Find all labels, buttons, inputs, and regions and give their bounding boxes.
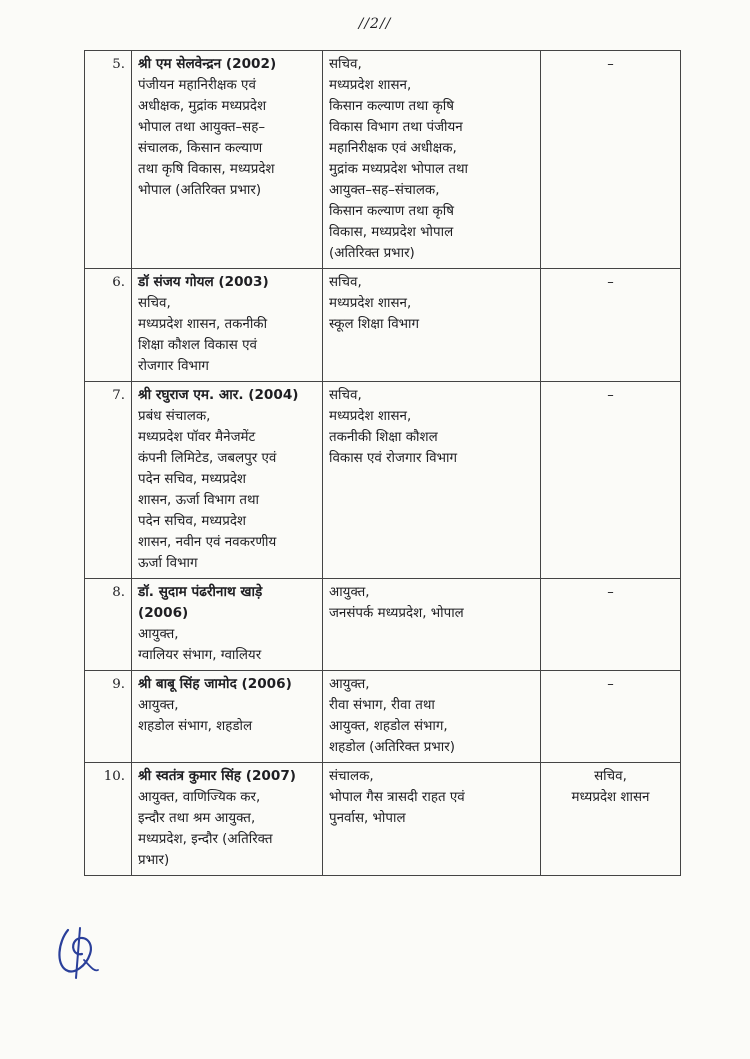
current-posting-cell xyxy=(132,579,323,671)
new-posting-line: मुद्रांक मध्यप्रदेश भोपाल तथा xyxy=(329,162,468,177)
new-posting-line: सचिव, xyxy=(329,275,362,290)
new-posting-line: विकास एवं रोजगार विभाग xyxy=(329,451,458,466)
new-posting-line: संचालक, xyxy=(329,769,374,784)
officer-name: श्री स्वतंत्र कुमार सिंह (2007) xyxy=(138,768,297,784)
new-posting-line: मध्यप्रदेश शासन, xyxy=(329,78,412,93)
additional-charge-line: – xyxy=(607,275,614,290)
new-posting-line: आयुक्त, xyxy=(329,677,370,692)
current-posting-line: ग्वालियर संभाग, ग्वालियर xyxy=(138,648,262,663)
table-row xyxy=(85,579,681,671)
new-posting-line: सचिव, xyxy=(329,57,362,72)
current-posting-line: पंजीयन महानिरीक्षक एवं xyxy=(138,78,256,93)
additional-charge-cell xyxy=(541,51,681,269)
current-posting-line: भोपाल तथा आयुक्त–सह– xyxy=(138,120,266,135)
new-posting-line: सचिव, xyxy=(329,388,362,403)
current-posting-line: पदेन सचिव, मध्यप्रदेश xyxy=(138,472,247,487)
current-posting-line: इन्दौर तथा श्रम आयुक्त, xyxy=(138,811,256,826)
additional-charge-cell xyxy=(541,671,681,763)
additional-charge-cell xyxy=(541,579,681,671)
new-posting-cell xyxy=(323,382,541,579)
new-posting-line: किसान कल्याण तथा कृषि xyxy=(329,99,454,114)
current-posting-line: पदेन सचिव, मध्यप्रदेश xyxy=(138,514,247,529)
current-posting-line: कंपनी लिमिटेड, जबलपुर एवं xyxy=(138,451,277,466)
current-posting-line: प्रबंध संचालक, xyxy=(138,409,211,424)
new-posting-line: भोपाल गैस त्रासदी राहत एवं xyxy=(329,790,465,805)
current-posting-line: सचिव, xyxy=(138,296,171,311)
additional-charge-line: – xyxy=(607,585,614,600)
current-posting-line: संचालक, किसान कल्याण xyxy=(138,141,263,156)
current-posting-line: आयुक्त, वाणिज्यिक कर, xyxy=(138,790,261,805)
table-row xyxy=(85,763,681,876)
serial-number: 6. xyxy=(85,269,132,382)
new-posting-line: (अतिरिक्त प्रभार) xyxy=(329,246,415,261)
new-posting-cell xyxy=(323,763,541,876)
current-posting-cell xyxy=(132,763,323,876)
new-posting-line: आयुक्त–सह–संचालक, xyxy=(329,183,440,198)
serial-number: 7. xyxy=(85,382,132,579)
current-posting-line: अधीक्षक, मुद्रांक मध्यप्रदेश xyxy=(138,99,267,114)
new-posting-line: तकनीकी शिक्षा कौशल xyxy=(329,430,438,445)
additional-charge-cell xyxy=(541,382,681,579)
current-posting-line: शासन, नवीन एवं नवकरणीय xyxy=(138,535,277,550)
officer-name: डॉ संजय गोयल (2003) xyxy=(138,274,269,290)
current-posting-cell xyxy=(132,51,323,269)
current-posting-line: रोजगार विभाग xyxy=(138,359,209,374)
current-posting-line: ऊर्जा विभाग xyxy=(138,556,198,571)
table-row xyxy=(85,269,681,382)
page-number: //2// xyxy=(358,16,392,32)
new-posting-line: शहडोल (अतिरिक्त प्रभार) xyxy=(329,740,455,755)
new-posting-line: स्कूल शिक्षा विभाग xyxy=(329,317,420,332)
current-posting-cell xyxy=(132,382,323,579)
additional-charge-line: – xyxy=(607,57,614,72)
current-posting-line: आयुक्त, xyxy=(138,627,179,642)
table-row xyxy=(85,51,681,269)
new-posting-line: रीवा संभाग, रीवा तथा xyxy=(329,698,435,713)
serial-number: 9. xyxy=(85,671,132,763)
new-posting-cell xyxy=(323,579,541,671)
officer-name: श्री रघुराज एम. आर. (2004) xyxy=(138,387,299,403)
current-posting-line: प्रभार) xyxy=(138,853,170,868)
new-posting-line: विकास विभाग तथा पंजीयन xyxy=(329,120,463,135)
current-posting-line: भोपाल (अतिरिक्त प्रभार) xyxy=(138,183,262,198)
new-posting-line: मध्यप्रदेश शासन, xyxy=(329,296,412,311)
current-posting-line: शहडोल संभाग, शहडोल xyxy=(138,719,253,734)
serial-number: 5. xyxy=(85,51,132,269)
new-posting-cell xyxy=(323,671,541,763)
table-row xyxy=(85,671,681,763)
serial-number: 10. xyxy=(85,763,132,876)
officer-name: श्री बाबू सिंह जामोद (2006) xyxy=(138,676,292,692)
additional-charge-cell xyxy=(541,269,681,382)
new-posting-cell xyxy=(323,269,541,382)
serial-number: 8. xyxy=(85,579,132,671)
officer-name: डॉ. सुदाम पंढरीनाथ खाड़े (2006) xyxy=(138,584,263,621)
new-posting-line: विकास, मध्यप्रदेश भोपाल xyxy=(329,225,454,240)
new-posting-line: आयुक्त, शहडोल संभाग, xyxy=(329,719,448,734)
current-posting-line: आयुक्त, xyxy=(138,698,179,713)
additional-charge-cell xyxy=(541,763,681,876)
new-posting-line: मध्यप्रदेश शासन, xyxy=(329,409,412,424)
new-posting-line: महानिरीक्षक एवं अधीक्षक, xyxy=(329,141,457,156)
new-posting-line: पुनर्वास, भोपाल xyxy=(329,811,406,826)
current-posting-line: मध्यप्रदेश, इन्दौर (अतिरिक्त xyxy=(138,832,273,847)
additional-charge-line: – xyxy=(607,388,614,403)
additional-charge-line: मध्यप्रदेश शासन xyxy=(571,790,650,805)
additional-charge-line: सचिव, xyxy=(594,769,627,784)
table-row xyxy=(85,382,681,579)
current-posting-cell xyxy=(132,269,323,382)
new-posting-line: आयुक्त, xyxy=(329,585,370,600)
current-posting-line: तथा कृषि विकास, मध्यप्रदेश xyxy=(138,162,275,177)
current-posting-line: शिक्षा कौशल विकास एवं xyxy=(138,338,257,353)
new-posting-cell xyxy=(323,51,541,269)
additional-charge-line: – xyxy=(607,677,614,692)
new-posting-line: जनसंपर्क मध्यप्रदेश, भोपाल xyxy=(329,606,464,621)
current-posting-line: मध्यप्रदेश पॉवर मैनेजमेंट xyxy=(138,430,256,445)
current-posting-line: शासन, ऊर्जा विभाग तथा xyxy=(138,493,259,508)
current-posting-cell xyxy=(132,671,323,763)
officer-name: श्री एम सेलवेन्द्रन (2002) xyxy=(138,56,277,72)
new-posting-line: किसान कल्याण तथा कृषि xyxy=(329,204,454,219)
current-posting-line: मध्यप्रदेश शासन, तकनीकी xyxy=(138,317,268,332)
signature-initial xyxy=(54,920,104,982)
transfer-table xyxy=(84,50,681,876)
